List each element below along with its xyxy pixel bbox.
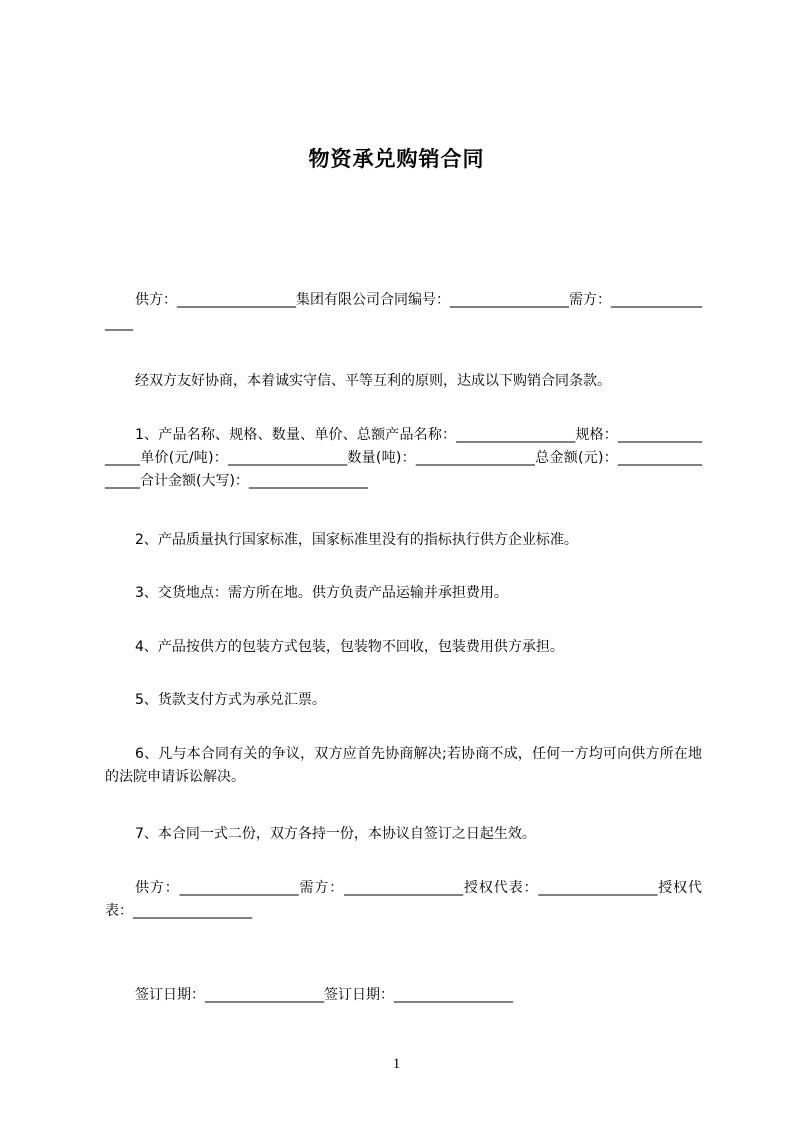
document-title: 物资承兑购销合同 <box>308 147 485 171</box>
clause-5-payment: 5、货款支付方式为承兑汇票。 <box>135 692 326 708</box>
clause-3-delivery: 3、交货地点：需方所在地。供方负责产品运输并承担费用。 <box>135 585 508 601</box>
signing-date-line: 签订日期：_________________签订日期：_________________ <box>135 987 513 1003</box>
parties-line: 供方：_________________集团有限公司合同编号：_________________需方：_________________ <box>105 292 702 331</box>
clause-4-packaging: 4、产品按供方的包装方式包装，包装物不回收，包装费用供方承担。 <box>135 639 564 655</box>
signature-line: 供方：_________________需方：_________________授权代表：_________________授权代表：_________________ <box>105 880 702 919</box>
clause-6-disputes: 6、凡与本合同有关的争议，双方应首先协商解决;若协商不成，任何一方均可向供方所在地的法院申请诉讼解决。 <box>105 746 702 785</box>
preamble: 经双方友好协商，本着诚实守信、平等互利的原则，达成以下购销合同条款。 <box>135 373 611 389</box>
clause-2-quality: 2、产品质量执行国家标准，国家标准里没有的指标执行供方企业标准。 <box>135 532 578 548</box>
clause-7-effect: 7、本合同一式二份，双方各持一份，本协议自签订之日起生效。 <box>135 826 536 842</box>
clause-1-product-info: 1、产品名称、规格、数量、单价、总额产品名称：_________________规格：_________________单价(元/吨)：_________________数量(吨)：_________________总金额(元)：_________________合计金额(大写)：_________________ <box>105 427 702 489</box>
page-number: 1 <box>392 1056 401 1072</box>
